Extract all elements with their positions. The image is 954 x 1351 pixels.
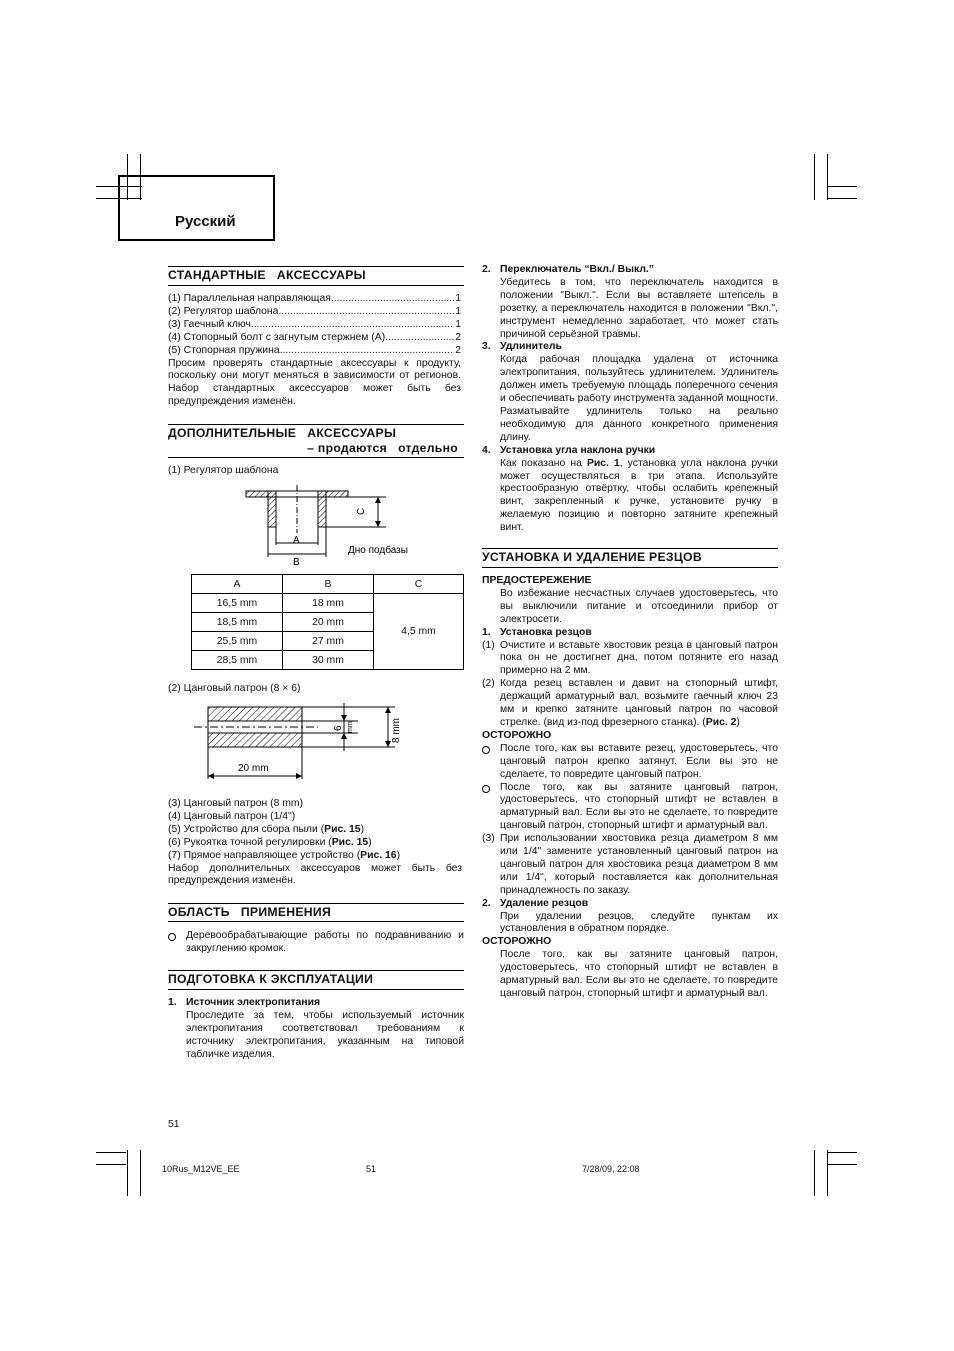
table-cell: 4,5 mm: [374, 594, 464, 670]
optional-item-2: (2) Цанговый патрон (8 × 6): [168, 683, 301, 694]
optional-note: Набор дополнительных аксессуаров может быть без предупреждения изменён.: [168, 862, 462, 887]
list-item: (4) Цанговый патрон (1/4"): [168, 810, 296, 822]
circle-bullet-icon: [168, 933, 176, 941]
collet-chuck-figure: [190, 699, 410, 789]
table-cell: 28,5 mm: [192, 651, 283, 670]
mounting-section: ПРЕДОСТЕРЕЖЕНИЕ Во избежание несчастных случаев удостоверьтесь, что вы выключили питание и отсоединили прибор от электросети. 1. Установка резцов (1) Очистите и вставьте хвостовик резца в цанговый патрон пока он не достигнет дна, потом потяните его назад примерно на 2 мм. (2) Когда резец вставлен и давит на стопорный штифт, держащий арматурный вал, возьмите гаечный ключ 23 мм и крепко затяните цанговый патрон по часовой стрелке. (вид из-под фрезерного станка). (Рис. 2) ОСТОРОЖНО После того, как вы вставите резец, удостоверьтесь, что цанговый патрон крепко затянут. Если вы это не сделаете, то повредите цанговый патрон. После того, как вы затяните цанговый патрон, удостоверьтесь, что стопорный штифт не вставлен в арматурный вал. Если вы это не сделаете, то повредите цанговый патрон, стопорный штифт и арматурный вал. (3) При использовании хвостовика резца диаметром 8 мм или 1/4" замените установленный цанговый патрон на цанговый патрон для хвостовика резца диаметром 8 мм или 1/4", который поставляется как дополнительная принадлежность по заказу. 2. Удаление резцов При удалении резцов, следуйте пунктам их установления в обратном порядке. ОСТОРОЖНО После того, как вы затяните цанговый патрон, удостоверьтесь, что стопорный штифт не вставлен в арматурный вал. Если вы это не сделаете, то повредите цанговый патрон, стопорный штифт и арматурный вал.: [482, 575, 778, 999]
table-cell: 16,5 mm: [192, 594, 283, 613]
accessory-item: (4) Стопорный болт с загнутым стержнем (A) ..... 2: [168, 332, 461, 345]
table-header: C: [374, 575, 464, 594]
mounting-heading: УСТАНОВКА И УДАЛЕНИЕ РЕЗЦОВ: [482, 550, 702, 564]
language-tab: [118, 175, 275, 241]
table-header: A: [192, 575, 283, 594]
application-item: Деревообрабатывающие работы по подравниванию и закруглению кромок.: [168, 930, 464, 956]
table-cell: 18,5 mm: [192, 613, 283, 632]
standard-accessories-heading: СТАНДАРТНЫЕ АКСЕССУАРЫ: [168, 268, 366, 282]
table-header: B: [283, 575, 374, 594]
preparation-continued: 2. Переключатель “Вкл./ Выкл.” Убедитесь в том, что переключатель находится в положении "Выкл.". Если вы вставляете штепсель в розетку, а переключатель находится в положении "Вкл.", инструмент немедленно заработает, что может стать причиной серьёзной травмы. 3. Удлинитель Когда рабочая площадка удалена от источника электропитания, пользуйтесь удлинителем. Удлинитель должен иметь требуемую площадь поперечного сечения и обеспечивать работу инструмента заданной мощности. Разматывайте удлинитель только на реально необходимую для данного конкретного применения длину. 4. Установка угла наклона ручки Как показано на Рис. 1, установка угла наклона ручки может осуществляться в три этапа. Используйте крестообразную отвёртку, чтобы ослабить крепежный винт, закрепленный к ручке, установите ручку в желаемую позицию и повторно затяните крепежный винт.: [482, 264, 778, 534]
list-item: (6) Рукоятка точной регулировки (Рис. 15): [168, 836, 372, 848]
list-item: (3) Цанговый патрон (8 mm): [168, 798, 304, 809]
footer-file: 10Rus_M12VE_EE: [162, 1164, 240, 1174]
footer-date: 7/28/09, 22:08: [582, 1164, 640, 1174]
language-label: Русский: [175, 213, 236, 230]
table-cell: 25,5 mm: [192, 632, 283, 651]
optional-accessories-heading: ДОПОЛНИТЕЛЬНЫЕ АКСЕССУАРЫ: [168, 426, 397, 440]
caution-title: ПРЕДОСТЕРЕЖЕНИЕ: [482, 575, 592, 586]
accessory-item: (3) Гаечный ключ ..... 1: [168, 319, 461, 332]
accessory-item: (1) Параллельная направляющая ..... 1: [168, 293, 461, 306]
fig2-label-6: 6: [333, 725, 344, 731]
circle-bullet-icon: [482, 785, 490, 793]
standard-accessories-list: [168, 293, 461, 409]
optional-accessories-list: [168, 798, 462, 888]
fig1-label-base: Дно подбазы: [348, 545, 408, 556]
list-item: (5) Устройство для сбора пыли (Рис. 15): [168, 823, 365, 835]
optional-accessories-subheading: – продаются отдельно: [307, 441, 458, 455]
fig1-label-c: C: [356, 507, 367, 515]
preparation-heading: ПОДГОТОВКА К ЭКСПЛУАТАЦИИ: [168, 972, 374, 986]
table-cell: 27 mm: [283, 632, 374, 651]
template-guide-figure: [238, 485, 428, 568]
accessory-item: (5) Стопорная пружина ..... 2: [168, 345, 461, 358]
fig2-label-6-unit: mm: [347, 721, 354, 733]
fig2-label-len: 20 mm: [238, 763, 269, 774]
caution-title: ОСТОРОЖНО: [482, 729, 552, 741]
optional-item-1: (1) Регулятор шаблона: [168, 465, 279, 476]
application-heading: ОБЛАСТЬ ПРИМЕНЕНИЯ: [168, 905, 332, 919]
table-cell: 18 mm: [283, 594, 374, 613]
fig2-label-8: 8 mm: [391, 718, 402, 743]
caution-title: ОСТОРОЖНО: [482, 936, 552, 948]
footer-page: 51: [366, 1164, 377, 1174]
fig1-label-b: B: [293, 557, 300, 568]
power-source-item: 1. Источник электропитания Проследите за тем, чтобы используемый источник электропитания соответствовал требованиям к источнику электропитания, указанным на типовой табличке изделия.: [168, 997, 464, 1060]
list-item: (7) Прямое направляющее устройство (Рис. 16): [168, 849, 401, 861]
table-cell: 20 mm: [283, 613, 374, 632]
template-guide-table: [191, 574, 464, 670]
table-cell: 30 mm: [283, 651, 374, 670]
accessory-item: (2) Регулятор шаблона ..... 1: [168, 306, 461, 319]
fig1-label-a: A: [293, 535, 300, 546]
standard-note: Просим проверять стандартные аксессуары к продукту, поскольку они могут меняться в зависимости от регионов. Набор стандартных аксессуаров может быть без предупреждения изменён.: [168, 357, 461, 408]
page-number: 51: [168, 1119, 180, 1130]
circle-bullet-icon: [482, 746, 490, 754]
